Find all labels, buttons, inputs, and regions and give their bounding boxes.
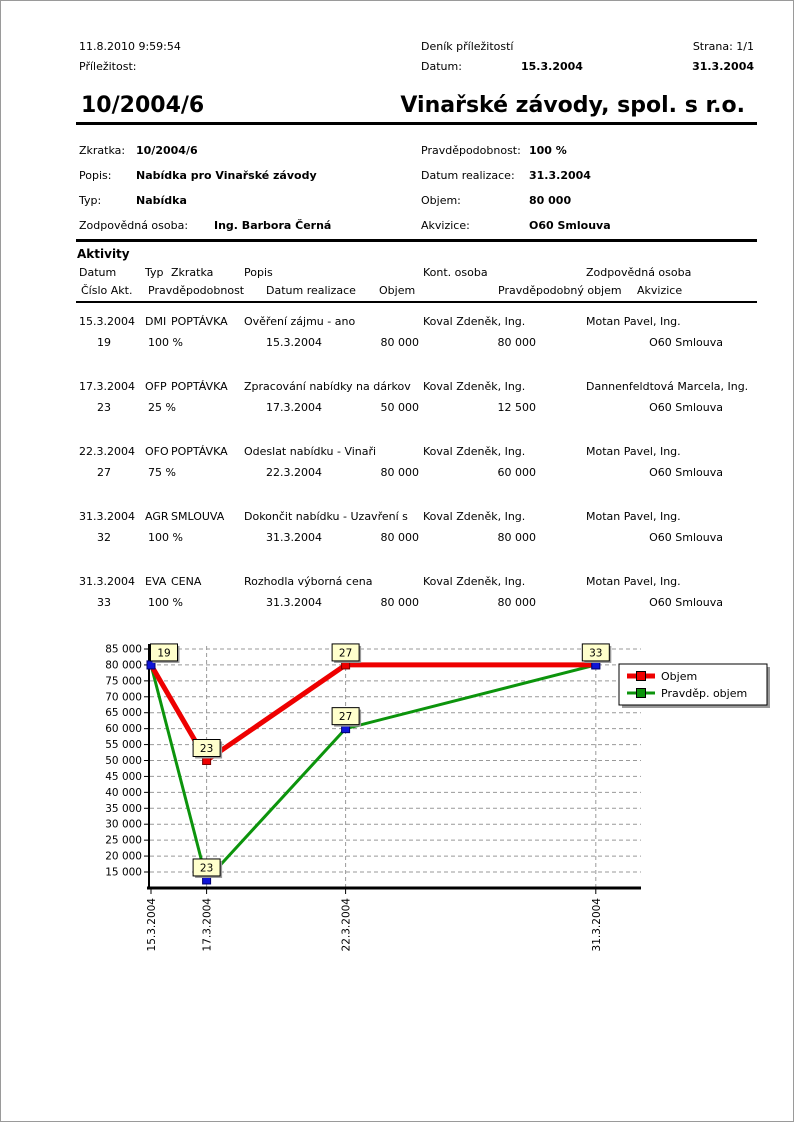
chart-legend bbox=[619, 664, 770, 708]
cell-cislo-akt: 32 bbox=[97, 531, 111, 544]
svg-text:40 000: 40 000 bbox=[105, 786, 142, 799]
col-header-kont-osoba: Kont. osoba bbox=[423, 266, 488, 279]
svg-text:35 000: 35 000 bbox=[105, 802, 142, 815]
col-header-datum-realizace: Datum realizace bbox=[266, 284, 356, 297]
col-header-datum: Datum bbox=[79, 266, 117, 279]
cell-pravdep-objem: 60 000 bbox=[497, 466, 536, 479]
col-header-typ: Typ bbox=[145, 266, 164, 279]
cell-pravdepodobnost: 100 % bbox=[148, 336, 183, 349]
report-title: Deník příležitostí bbox=[421, 40, 514, 53]
cell-datum-realizace: 31.3.2004 bbox=[266, 531, 322, 544]
chart-x-axis-labels bbox=[146, 898, 603, 952]
cell-typ: AGR bbox=[145, 510, 169, 523]
svg-text:20 000: 20 000 bbox=[105, 850, 142, 863]
chart-svg bbox=[76, 636, 776, 956]
activities-rule-bottom bbox=[76, 301, 757, 303]
cell-datum: 31.3.2004 bbox=[79, 510, 135, 523]
field-label-zkratka: Zkratka: bbox=[79, 144, 126, 157]
field-value: Nabídka pro Vinařské závody bbox=[136, 169, 317, 182]
svg-text:30 000: 30 000 bbox=[105, 818, 142, 831]
col-header-objem: Objem bbox=[379, 284, 416, 297]
cell-datum: 22.3.2004 bbox=[79, 445, 135, 458]
prilezitost-label: Příležitost: bbox=[79, 60, 137, 73]
cell-pravdepodobnost: 75 % bbox=[148, 466, 176, 479]
svg-text:25 000: 25 000 bbox=[105, 834, 142, 847]
cell-akvizice: O60 Smlouva bbox=[649, 531, 723, 544]
field-label-pravdpodobnost: Pravděpodobnost: bbox=[421, 144, 521, 157]
col-header-akvizice: Akvizice bbox=[637, 284, 683, 297]
cell-zkratka: POPTÁVKA bbox=[171, 315, 228, 328]
cell-akvizice: O60 Smlouva bbox=[649, 596, 723, 609]
cell-objem: 80 000 bbox=[380, 531, 419, 544]
cell-objem: 80 000 bbox=[380, 336, 419, 349]
cell-zodp-osoba: Motan Pavel, Ing. bbox=[586, 315, 681, 328]
cell-zkratka: POPTÁVKA bbox=[171, 380, 228, 393]
cell-zkratka: CENA bbox=[171, 575, 202, 588]
cell-datum: 31.3.2004 bbox=[79, 575, 135, 588]
date-to: 31.3.2004 bbox=[692, 60, 754, 73]
cell-datum-realizace: 17.3.2004 bbox=[266, 401, 322, 414]
cell-objem: 80 000 bbox=[380, 596, 419, 609]
svg-text:17.3.2004: 17.3.2004 bbox=[201, 898, 214, 952]
cell-pravdepodobnost: 100 % bbox=[148, 596, 183, 609]
col-header-pravdepodobnost: Pravděpodobnost bbox=[148, 284, 245, 297]
cell-pravdepodobnost: 25 % bbox=[148, 401, 176, 414]
cell-pravdep-objem: 80 000 bbox=[497, 531, 536, 544]
cell-datum: 17.3.2004 bbox=[79, 380, 135, 393]
cell-popis: Odeslat nabídku - Vinaři bbox=[244, 445, 377, 458]
cell-akvizice: O60 Smlouva bbox=[649, 336, 723, 349]
field-label-typ: Typ: bbox=[79, 194, 102, 207]
cell-cislo-akt: 33 bbox=[97, 596, 111, 609]
svg-text:45 000: 45 000 bbox=[105, 770, 142, 783]
field-label-popis: Popis: bbox=[79, 169, 112, 182]
cell-zkratka: POPTÁVKA bbox=[171, 445, 228, 458]
cell-cislo-akt: 23 bbox=[97, 401, 111, 414]
cell-zodp-osoba: Dannenfeldtová Marcela, Ing. bbox=[586, 380, 749, 393]
cell-typ: OFP bbox=[145, 380, 167, 393]
cell-pravdep-objem: 80 000 bbox=[497, 596, 536, 609]
col-header-zkratka: Zkratka bbox=[171, 266, 214, 279]
col-header-popis: Popis bbox=[244, 266, 273, 279]
title-rule bbox=[76, 122, 757, 125]
cell-datum-realizace: 22.3.2004 bbox=[266, 466, 322, 479]
svg-text:33: 33 bbox=[589, 647, 603, 660]
chart-grid bbox=[150, 646, 641, 887]
svg-text:Pravděp. objem: Pravděp. objem bbox=[661, 687, 748, 700]
col-header-zodp-osoba: Zodpovědná osoba bbox=[586, 266, 692, 279]
activities-rule-top bbox=[76, 239, 757, 242]
cell-popis: Zpracování nabídky na dárkov bbox=[244, 380, 411, 393]
cell-zkratka: SMLOUVA bbox=[171, 510, 225, 523]
field-value: 31.3.2004 bbox=[529, 169, 591, 182]
svg-text:75 000: 75 000 bbox=[105, 675, 142, 688]
printed-datetime: 11.8.2010 9:59:54 bbox=[79, 40, 181, 53]
svg-text:80 000: 80 000 bbox=[105, 659, 142, 672]
cell-popis: Dokončit nabídku - Uzavření s bbox=[244, 510, 408, 523]
cell-akvizice: O60 Smlouva bbox=[649, 401, 723, 414]
svg-text:23: 23 bbox=[199, 862, 214, 875]
cell-zodp-osoba: Motan Pavel, Ing. bbox=[586, 510, 681, 523]
cell-cislo-akt: 27 bbox=[97, 466, 111, 479]
datum-label: Datum: bbox=[421, 60, 462, 73]
activities-title: Aktivity bbox=[77, 247, 130, 261]
cell-objem: 50 000 bbox=[380, 401, 419, 414]
cell-typ: DMI bbox=[145, 315, 167, 328]
svg-text:60 000: 60 000 bbox=[105, 723, 142, 736]
field-value: Ing. Barbora Černá bbox=[214, 219, 332, 232]
opportunity-chart bbox=[76, 636, 776, 956]
cell-pravdep-objem: 80 000 bbox=[497, 336, 536, 349]
cell-datum: 15.3.2004 bbox=[79, 315, 135, 328]
opportunity-code: 10/2004/6 bbox=[81, 93, 205, 118]
cell-kont-osoba: Koval Zdeněk, Ing. bbox=[423, 380, 526, 393]
field-label-objem: Objem: bbox=[421, 194, 461, 207]
svg-text:23: 23 bbox=[199, 743, 214, 755]
svg-text:85 000: 85 000 bbox=[105, 643, 142, 656]
svg-text:15 000: 15 000 bbox=[105, 866, 142, 879]
cell-objem: 80 000 bbox=[380, 466, 419, 479]
cell-cislo-akt: 19 bbox=[97, 336, 111, 349]
col-header-cislo: Číslo Akt. bbox=[81, 284, 133, 297]
cell-pravdepodobnost: 100 % bbox=[148, 531, 183, 544]
field-value: 80 000 bbox=[529, 194, 572, 207]
svg-text:15.3.2004: 15.3.2004 bbox=[146, 898, 158, 952]
chart-y-axis-labels bbox=[105, 644, 142, 879]
cell-popis: Ověření zájmu - ano bbox=[244, 315, 356, 328]
cell-typ: EVA bbox=[145, 575, 167, 588]
field-value: 10/2004/6 bbox=[136, 144, 198, 157]
series-markers-pravdep-objem bbox=[147, 661, 600, 884]
cell-pravdep-objem: 12 500 bbox=[497, 401, 536, 414]
svg-text:19: 19 bbox=[157, 647, 171, 660]
svg-text:27: 27 bbox=[338, 647, 353, 660]
svg-text:55 000: 55 000 bbox=[105, 739, 142, 752]
svg-text:Objem: Objem bbox=[661, 670, 698, 683]
cell-akvizice: O60 Smlouva bbox=[649, 466, 723, 479]
field-label-datumrealizace: Datum realizace: bbox=[421, 169, 515, 182]
date-from: 15.3.2004 bbox=[521, 60, 583, 73]
cell-datum-realizace: 15.3.2004 bbox=[266, 336, 322, 349]
cell-kont-osoba: Koval Zdeněk, Ing. bbox=[423, 315, 526, 328]
cell-kont-osoba: Koval Zdeněk, Ing. bbox=[423, 575, 526, 588]
cell-kont-osoba: Koval Zdeněk, Ing. bbox=[423, 510, 526, 523]
field-label-zodpovdnosoba: Zodpovědná osoba: bbox=[79, 219, 189, 232]
svg-text:50 000: 50 000 bbox=[105, 755, 142, 767]
field-value: 100 % bbox=[529, 144, 567, 157]
field-label-akvizice: Akvizice: bbox=[421, 219, 470, 232]
company-name: Vinařské závody, spol. s r.o. bbox=[400, 93, 745, 118]
cell-popis: Rozhodla výborná cena bbox=[244, 575, 373, 588]
cell-typ: OFO bbox=[145, 445, 169, 458]
svg-text:70 000: 70 000 bbox=[105, 691, 142, 704]
col-header-pravdep-objem: Pravděpodobný objem bbox=[498, 284, 622, 297]
field-value: Nabídka bbox=[136, 194, 187, 207]
cell-zodp-osoba: Motan Pavel, Ing. bbox=[586, 445, 681, 458]
cell-datum-realizace: 31.3.2004 bbox=[266, 596, 322, 609]
svg-text:27: 27 bbox=[338, 711, 353, 724]
cell-zodp-osoba: Motan Pavel, Ing. bbox=[586, 575, 681, 588]
cell-kont-osoba: Koval Zdeněk, Ing. bbox=[423, 445, 526, 458]
svg-text:65 000: 65 000 bbox=[105, 707, 142, 720]
svg-text:22.3.2004: 22.3.2004 bbox=[340, 898, 353, 952]
svg-text:31.3.2004: 31.3.2004 bbox=[590, 898, 603, 952]
page-number: Strana: 1/1 bbox=[692, 40, 754, 53]
field-value: O60 Smlouva bbox=[529, 219, 611, 232]
